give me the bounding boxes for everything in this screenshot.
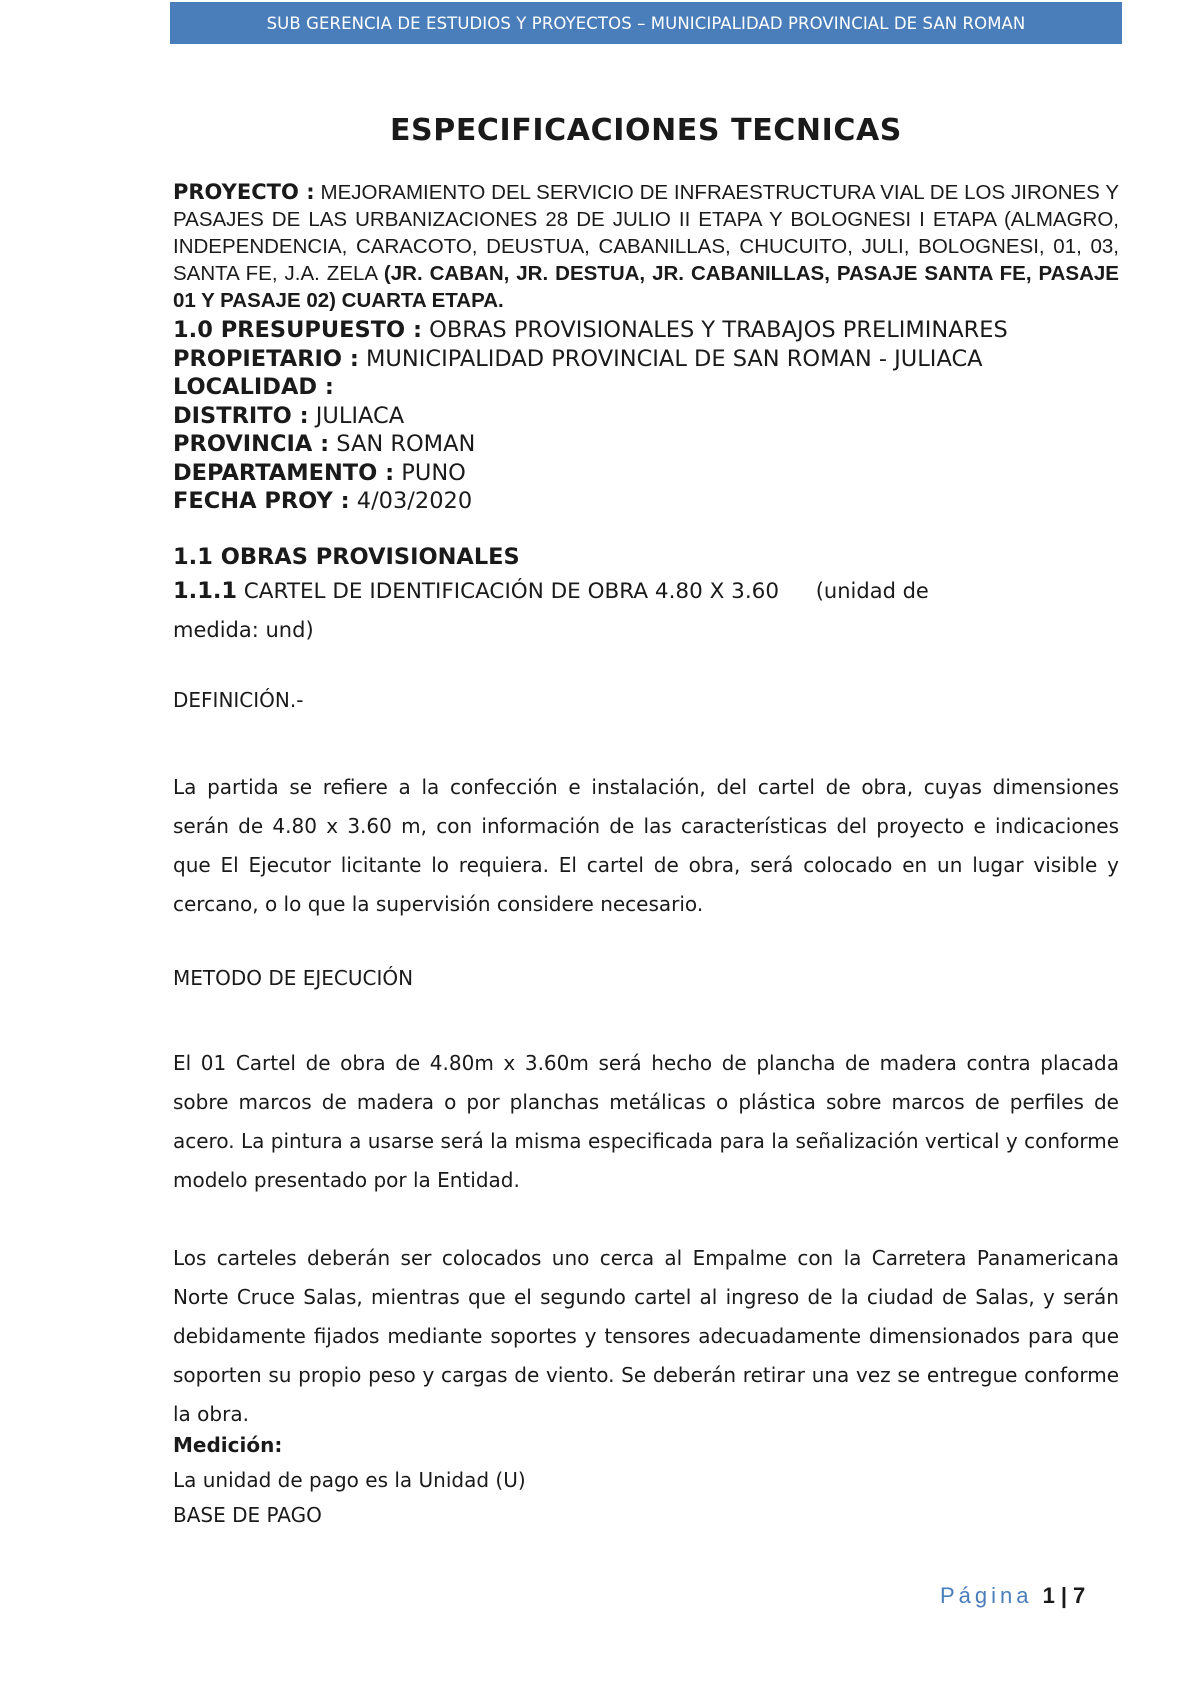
medicion-text: La unidad de pago es la Unidad (U) xyxy=(173,1468,526,1492)
medicion-heading: Medición: xyxy=(173,1433,283,1457)
distrito-row xyxy=(173,402,1119,431)
unit-text-line1: (unidad de xyxy=(815,579,929,603)
definicion-heading: DEFINICIÓN.- xyxy=(173,688,304,712)
departamento-row xyxy=(173,459,1119,488)
page-current: 1 xyxy=(1042,1583,1055,1608)
propietario-label: PROPIETARIO : xyxy=(173,345,359,372)
localidad-label: LOCALIDAD : xyxy=(173,374,334,400)
header-text: SUB GERENCIA DE ESTUDIOS Y PROYECTOS – MUNICIPALIDAD PROVINCIAL DE SAN ROMAN xyxy=(266,13,1026,33)
metodo-paragraph-1: El 01 Cartel de obra de 4.80m x 3.60m será hecho de plancha de madera contra placada sobre marcos de madera o por planchas metálicas o plástica sobre marcos de perfiles de acero. La pintura a usarse será la misma especificada para la señalización vertical y conforme modelo presentado por la Entidad. xyxy=(173,1051,1119,1192)
project-meta xyxy=(173,316,1119,516)
proyecto-suffix: (JR. CABAN, JR. DESTUA, JR. CABANILLAS, PASAJE SANTA FE, PASAJE 01 Y PASAJE 02) CUARTA ETAPA. xyxy=(173,262,1119,312)
medicion-block xyxy=(173,1428,1119,1533)
subsection-title: CARTEL DE IDENTIFICACIÓN DE OBRA 4.80 X 3.60 xyxy=(243,579,780,604)
departamento-value: PUNO xyxy=(401,459,466,486)
fecha-value: 4/03/2020 xyxy=(356,488,473,514)
page-total: 7 xyxy=(1073,1583,1086,1608)
localidad-row xyxy=(173,373,1119,402)
page-number xyxy=(940,1583,1085,1609)
proyecto-label: PROYECTO : xyxy=(173,180,315,204)
subsection-number: 1.1.1 xyxy=(173,578,238,604)
base-pago-heading: BASE DE PAGO xyxy=(173,1503,322,1527)
propietario-value: MUNICIPALIDAD PROVINCIAL DE SAN ROMAN - JULIACA xyxy=(366,345,983,372)
page-separator: | xyxy=(1060,1583,1068,1608)
page-word: Página xyxy=(940,1583,1033,1608)
provincia-value: SAN ROMAN xyxy=(336,431,476,457)
provincia-label: PROVINCIA : xyxy=(173,431,330,457)
document-title: ESPECIFICACIONES TECNICAS xyxy=(389,113,903,148)
provincia-row xyxy=(173,430,1119,459)
presupuesto-row xyxy=(173,316,1119,345)
metodo-paragraph-2: Los carteles deberán ser colocados uno cerca al Empalme con la Carretera Panamericana Norte Cruce Salas, mientras que el segundo cartel al ingreso de la ciudad de Salas, y serán debidamente fijados mediante soportes y tensores adecuadamente dimensionados para que soporten su propio peso y cargas de viento. Se deberán retirar una vez se entregue conforme la obra. xyxy=(173,1246,1119,1426)
header-bar xyxy=(170,2,1122,44)
proyecto-block xyxy=(173,179,1119,314)
propietario-row xyxy=(173,345,1119,374)
presupuesto-label: 1.0 PRESUPUESTO : xyxy=(173,317,422,343)
section-heading: 1.1 OBRAS PROVISIONALES xyxy=(173,544,520,570)
distrito-value: JULIACA xyxy=(315,402,405,429)
distrito-label: DISTRITO : xyxy=(173,402,309,429)
subsection-heading xyxy=(173,572,1073,650)
unit-text-line2: medida: und) xyxy=(173,618,314,642)
fecha-row xyxy=(173,487,1119,516)
definicion-paragraph: La partida se refiere a la confección e instalación, del cartel de obra, cuyas dimensiones serán de 4.80 x 3.60 m, con información de las características del proyecto e indicaciones que El Ejecutor licitante lo requiera. El cartel de obra, será colocado en un lugar visible y cercano, o lo que la supervisión considere necesario. xyxy=(173,775,1119,916)
departamento-label: DEPARTAMENTO : xyxy=(173,459,395,486)
presupuesto-value: OBRAS PROVISIONALES Y TRABAJOS PRELIMINARES xyxy=(429,317,1008,343)
fecha-label: FECHA PROY : xyxy=(173,488,350,514)
metodo-heading: METODO DE EJECUCIÓN xyxy=(173,966,414,990)
proyecto-body: MEJORAMIENTO DEL SERVICIO DE INFRAESTRUCTURA VIAL DE LOS JIRONES Y PASAJES DE LAS URBANIZACIONES 28 DE JULIO II ETAPA Y BOLOGNESI I ETAPA (ALMAGRO, INDEPENDENCIA, CARACOTO, DEUSTUA, CABANILLAS, CHUCUITO, JULI, BOLOGNESI, 01, 03, SANTA FE, J.A. ZELA xyxy=(173,181,1119,285)
